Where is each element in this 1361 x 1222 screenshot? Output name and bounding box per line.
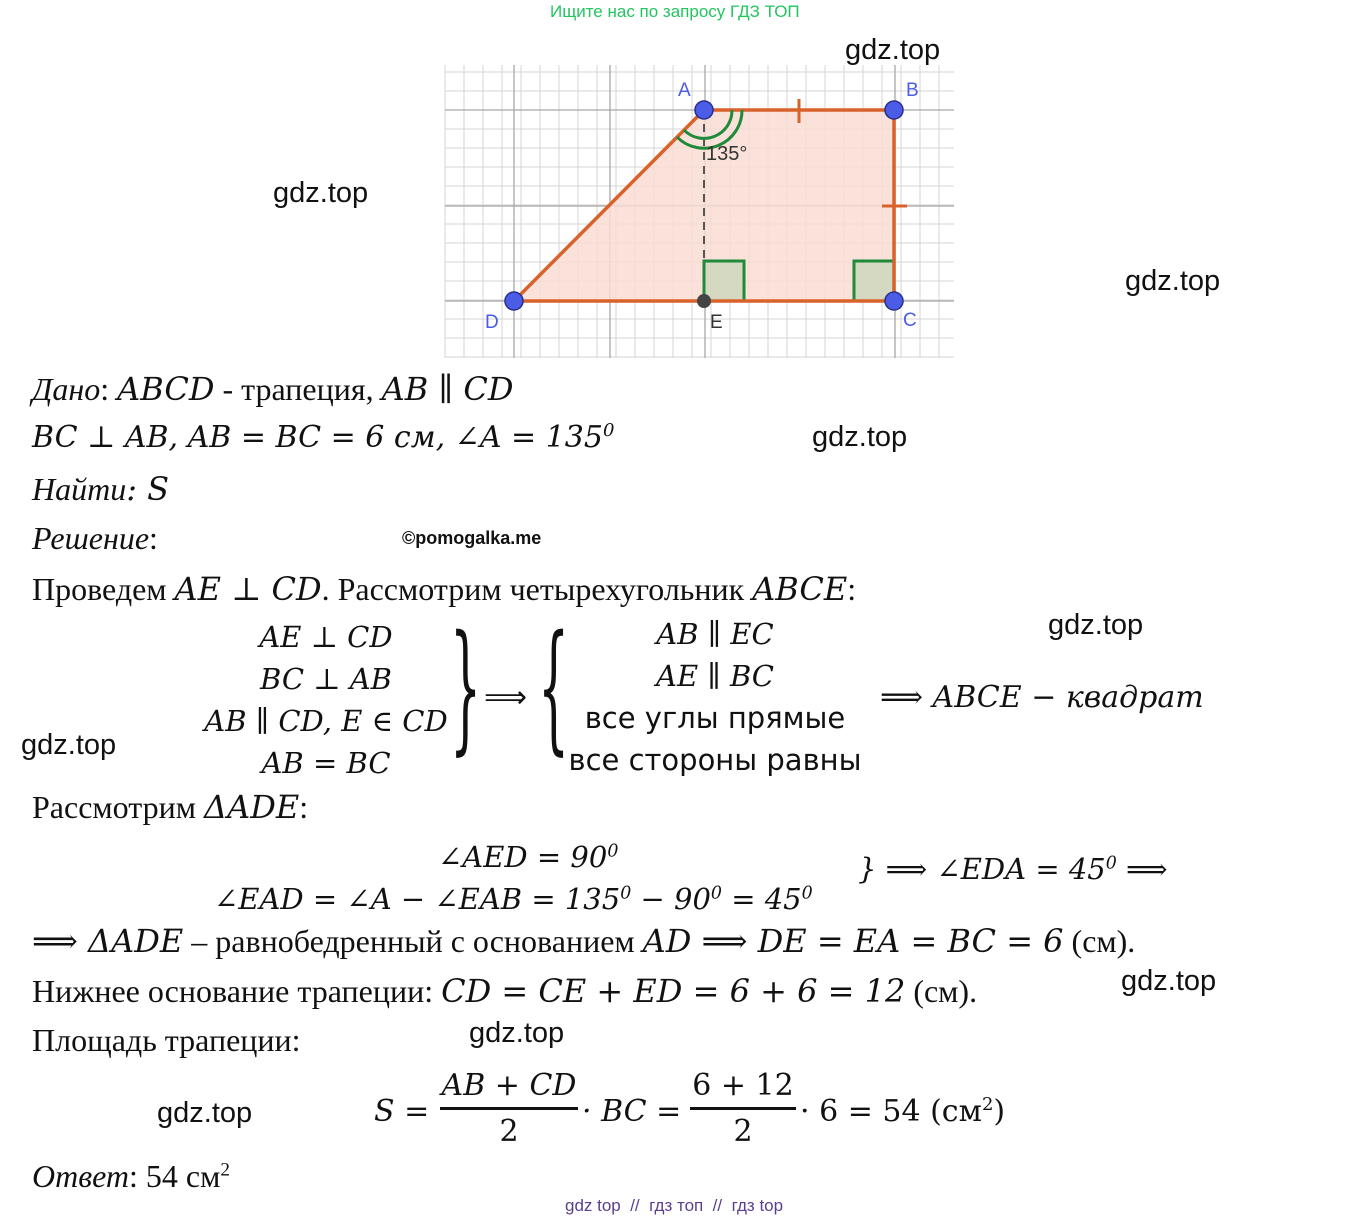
solution-intro: Проведем AE ⊥ CD. Рассмотрим четырехугольник ABCE: bbox=[32, 570, 857, 608]
watermark: gdz.top bbox=[1125, 265, 1221, 297]
label-a: A bbox=[678, 80, 691, 101]
given-conditions: BC ⊥ AB, AB = BC = 6 см, ∠A = 135 bbox=[32, 420, 603, 455]
answer-value: : 54 см bbox=[129, 1158, 221, 1194]
right-system-item: AE ∥ BC bbox=[656, 659, 774, 693]
fraction-1-numerator: AB + CD bbox=[441, 1068, 577, 1103]
answer-line bbox=[32, 1158, 230, 1195]
given-line-1: Дано: ABCD - трапеция, AB ∥ CD bbox=[32, 370, 514, 408]
label-d: D bbox=[485, 312, 499, 333]
answer-label: Ответ bbox=[32, 1158, 129, 1194]
lower-base-line: Нижнее основание трапеции: CD = CE + ED = 6 + 6 = 12 (см). bbox=[32, 972, 978, 1010]
trapezoid-figure bbox=[440, 60, 960, 380]
label-b: B bbox=[906, 80, 919, 101]
point-e bbox=[697, 294, 711, 308]
right-system bbox=[560, 613, 870, 781]
left-system-item: AE ⊥ CD bbox=[259, 620, 393, 654]
watermark: gdz.top bbox=[21, 729, 117, 761]
implies-arrow: ⟹ bbox=[484, 680, 528, 715]
formula-result: · 6 = 54 $(см^2)$ bbox=[800, 1094, 1006, 1129]
fraction-2 bbox=[690, 1068, 796, 1149]
fraction-2-denominator: 2 bbox=[733, 1114, 753, 1149]
watermark: gdz.top bbox=[1121, 965, 1217, 997]
given-sup: 0 bbox=[602, 420, 615, 441]
right-angle-e bbox=[704, 261, 744, 301]
watermark: gdz.top bbox=[812, 421, 908, 453]
left-system bbox=[195, 616, 457, 784]
fraction-1-denominator: 2 bbox=[499, 1114, 519, 1149]
watermark: gdz.top bbox=[1048, 609, 1144, 641]
right-system-item: все стороны равны bbox=[568, 743, 862, 777]
find-value: : S bbox=[126, 470, 170, 508]
left-system-item: AB = BC bbox=[261, 746, 391, 780]
watermark: gdz.top bbox=[157, 1097, 253, 1129]
point-a bbox=[695, 101, 713, 119]
find-label: Найти bbox=[32, 471, 127, 507]
solution-label: Решение: bbox=[32, 520, 158, 556]
left-brace: { bbox=[538, 606, 570, 769]
watermark: gdz.top bbox=[845, 34, 941, 66]
fraction-1 bbox=[440, 1068, 578, 1149]
formula-mul-bc: · BC = bbox=[582, 1094, 682, 1129]
angle-aed: ∠AED = $90^0$ bbox=[438, 840, 619, 874]
given-label: Дано bbox=[32, 371, 101, 407]
formula-s: S = bbox=[374, 1094, 430, 1129]
angle-ead: ∠EAD = ∠A − ∠EAB = $135^0 - 90^0 = 45^0$ bbox=[214, 882, 813, 916]
label-c: C bbox=[903, 310, 917, 331]
right-system-item: AB ∥ EC bbox=[656, 617, 774, 651]
right-brace: } bbox=[450, 606, 482, 769]
isosceles-line: ⟹ ΔADE – равнобедренный с основанием AD ⟹ DE = EA = BC = 6 (см). bbox=[32, 922, 1136, 960]
point-c bbox=[885, 292, 903, 310]
area-label: Площадь трапеции: bbox=[32, 1022, 301, 1058]
fraction-2-numerator: 6 + 12 bbox=[692, 1068, 794, 1103]
point-b bbox=[885, 101, 903, 119]
copyright-text: ©pomogalka.me bbox=[402, 528, 542, 548]
left-system-item: BC ⊥ AB bbox=[259, 662, 392, 696]
left-system-item: AB ∥ CD, E ∈ CD bbox=[204, 704, 448, 738]
square-conclusion: ⟹ ABCE − квадрат bbox=[880, 680, 1204, 715]
footer-links: gdz top // гдз топ // гдз top bbox=[565, 1196, 784, 1215]
given-figure: ABCD bbox=[117, 370, 215, 408]
given-text: - трапеция, bbox=[214, 371, 382, 407]
fraction-1-bar bbox=[440, 1107, 578, 1110]
point-d bbox=[505, 292, 523, 310]
label-e: E bbox=[710, 312, 723, 333]
consider-triangle: Рассмотрим ΔADE: bbox=[32, 788, 309, 826]
fraction-2-bar bbox=[690, 1107, 796, 1110]
angle-eda-result: } ⟹ ∠EDA = $45^0$ ⟹ bbox=[858, 852, 1168, 886]
right-system-item: все углы прямые bbox=[584, 701, 846, 735]
watermark: gdz.top bbox=[273, 177, 369, 209]
answer-sup: 2 bbox=[220, 1159, 230, 1181]
angle-label: 135° bbox=[706, 143, 748, 165]
find-line bbox=[32, 470, 169, 508]
given-parallel: AB ∥ CD bbox=[381, 370, 514, 408]
given-line-2 bbox=[32, 420, 614, 455]
header-banner: Ищите нас по запросу ГДЗ ТОП bbox=[550, 2, 800, 21]
watermark: gdz.top bbox=[469, 1017, 565, 1049]
